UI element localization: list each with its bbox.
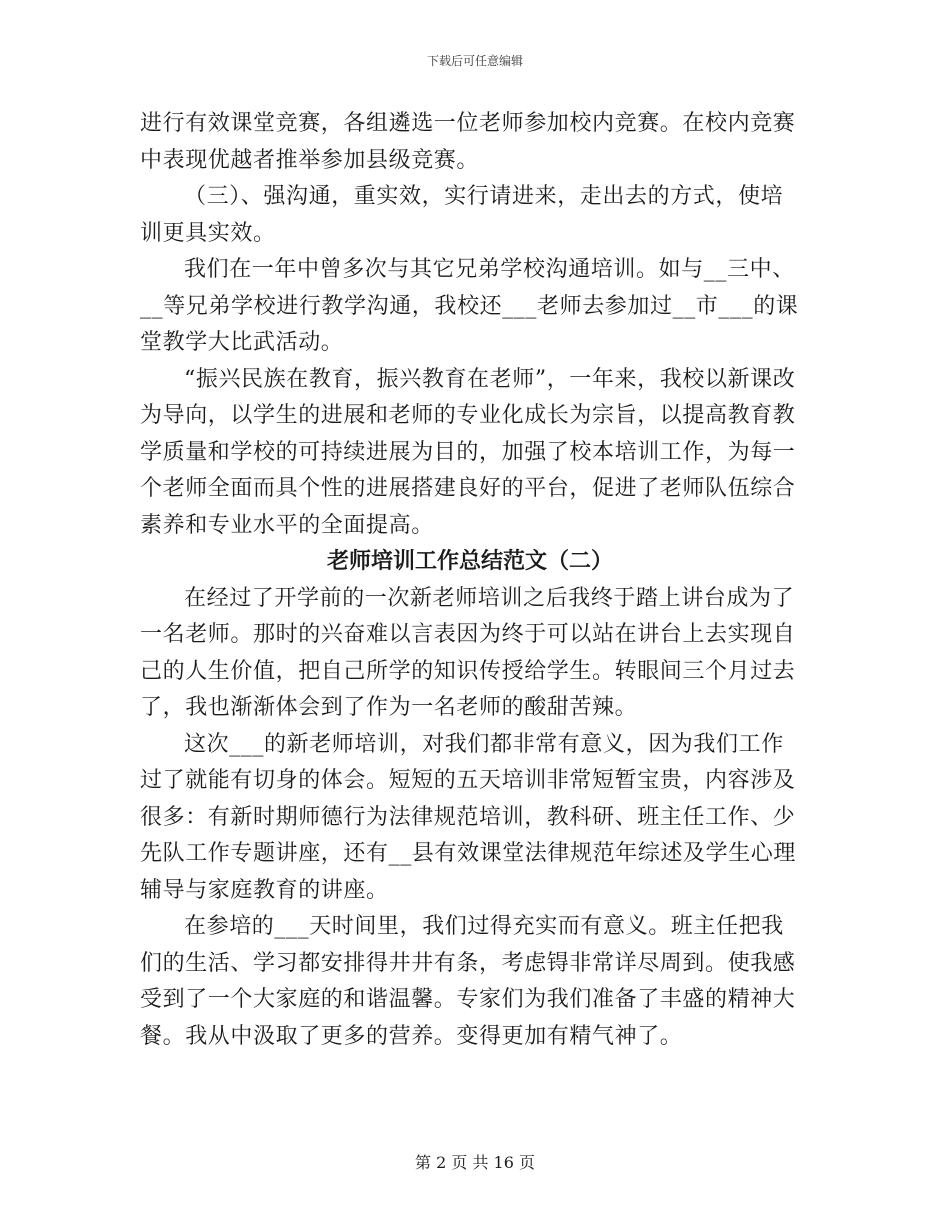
paragraph: 我们在一年中曾多次与其它兄弟学校沟通培训。如与__三中、__等兄弟学校进行教学沟通，我校还___老师去参加过__市___的课堂教学大比武活动。 (140, 257, 799, 355)
paragraph: 进行有效课堂竞赛，各组遴选一位老师参加校内竞赛。在校内竞赛中表现优越者推举参加县级竞赛。 (140, 111, 796, 173)
paragraph: 这次___的新老师培训，对我们都非常有意义，因为我们工作过了就能有切身的体会。短短的五天培训非常短暂宝贵，内容涉及很多：有新时期师德行为法律规范培训，教科研、班主任工作、少先队工作专题讲座，还有__县有效课堂法律规范年综述及学生心理辅导与家庭教育的讲座。 (140, 731, 797, 903)
paragraph: “振兴民族在教育，振兴教育在老师”，一年来，我校以新课改为导向，以学生的进展和老师的专业化成长为宗旨，以提高教育教学质量和学校的可持续进展为目的，加强了校本培训工作，为每一个老师全面而具个性的进展搭建良好的平台，促进了老师队伍综合素养和专业水平的全面提高。 (140, 366, 796, 538)
document-body (140, 106, 800, 1055)
paragraph: 在参培的___天时间里，我们过得充实而有意义。班主任把我们的生活、学习都安排得井井有条，考虑锝非常详尽周到。使我感受到了一个大家庭的和谐温馨。专家们为我们准备了丰盛的精神大餐。我从中汲取了更多的营养。变得更加有精气神了。 (140, 914, 796, 1049)
page-header: 下载后可任意编辑 (426, 54, 523, 68)
section-title: 老师培训工作总结范文（二） (326, 549, 613, 574)
page-number: 第 2 页 共 16 页 (415, 1153, 535, 1172)
paragraph: （三）、强沟通，重实效，实行请进来，走出去的方式，使培训更具实效。 (140, 184, 784, 246)
paragraph: 在经过了开学前的一次新老师培训之后我终于踏上讲台成为了一名老师。那时的兴奋难以言表因为终于可以站在讲台上去实现自己的人生价值，把自己所学的知识传授给学生。转眼间三个月过去了，我也渐渐体会到了作为一名老师的酸甜苦辣。 (140, 585, 796, 720)
